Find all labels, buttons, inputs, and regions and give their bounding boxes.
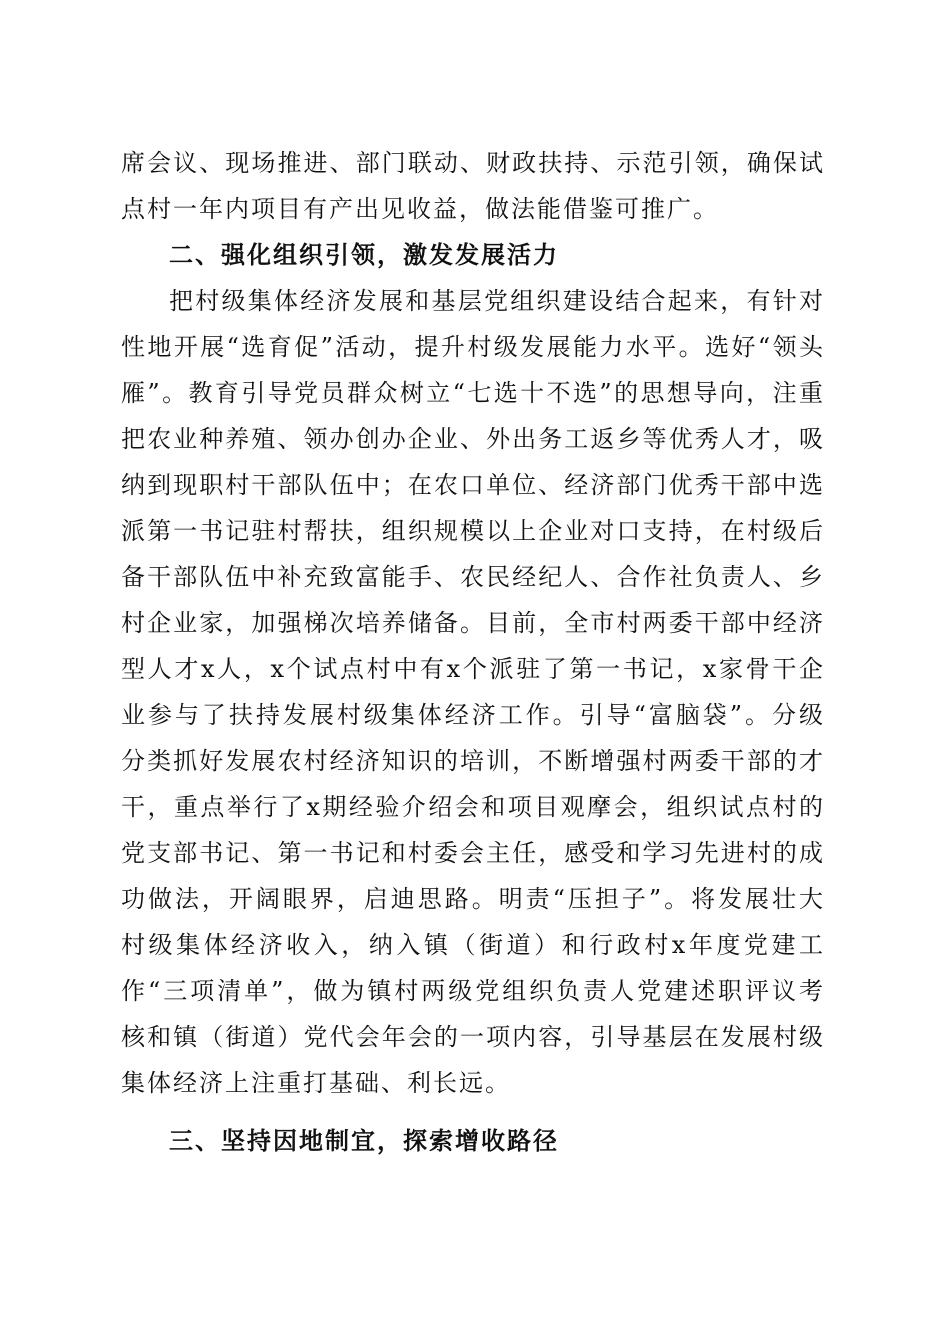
section-3-heading: 三、坚持因地制宜，探索增收路径 [169, 1127, 559, 1155]
section-2-heading: 二、强化组织引领，激发发展活力 [169, 241, 559, 269]
document-body [121, 140, 825, 1164]
section-2-paragraph: 把村级集体经济发展和基层党组织建设结合起来，有针对性地开展“选育促”活动，提升村级发展能力水平。选好“领头雁”。教育引导党员群众树立“七选十不选”的思想导向，注重把农业种养殖、领办创办企业、外出务工返乡等优秀人才，吸纳到现职村干部队伍中；在农口单位、经济部门优秀干部中选派第一书记驻村帮扶，组织规模以上企业对口支持，在村级后备干部队伍中补充致富能手、农民经纪人、合作社负责人、乡村企业家，加强梯次培养储备。目前，全市村两委干部中经济型人才x人，x个试点村中有x个派驻了第一书记，x家骨干企业参与了扶持发展村级集体经济工作。引导“富脑袋”。分级分类抓好发展农村经济知识的培训，不断增强村两委干部的才干，重点举行了x期经验介绍会和项目观摩会，组织试点村的党支部书记、第一书记和村委会主任，感受和学习先进村的成功做法，开阔眼界，启迪思路。明责“压担子”。将发展壮大村级集体经济收入，纳入镇（街道）和行政村x年度党建工作“三项清单”，做为镇村两级党组织负责人党建述职评议考核和镇（街道）党代会年会的一项内容，引导基层在发展村级集体经济上注重打基础、利长远。 [121, 287, 825, 1097]
continuation-paragraph: 席会议、现场推进、部门联动、财政扶持、示范引领，确保试点村一年内项目有产出见收益，做法能借鉴可推广。 [121, 149, 825, 223]
